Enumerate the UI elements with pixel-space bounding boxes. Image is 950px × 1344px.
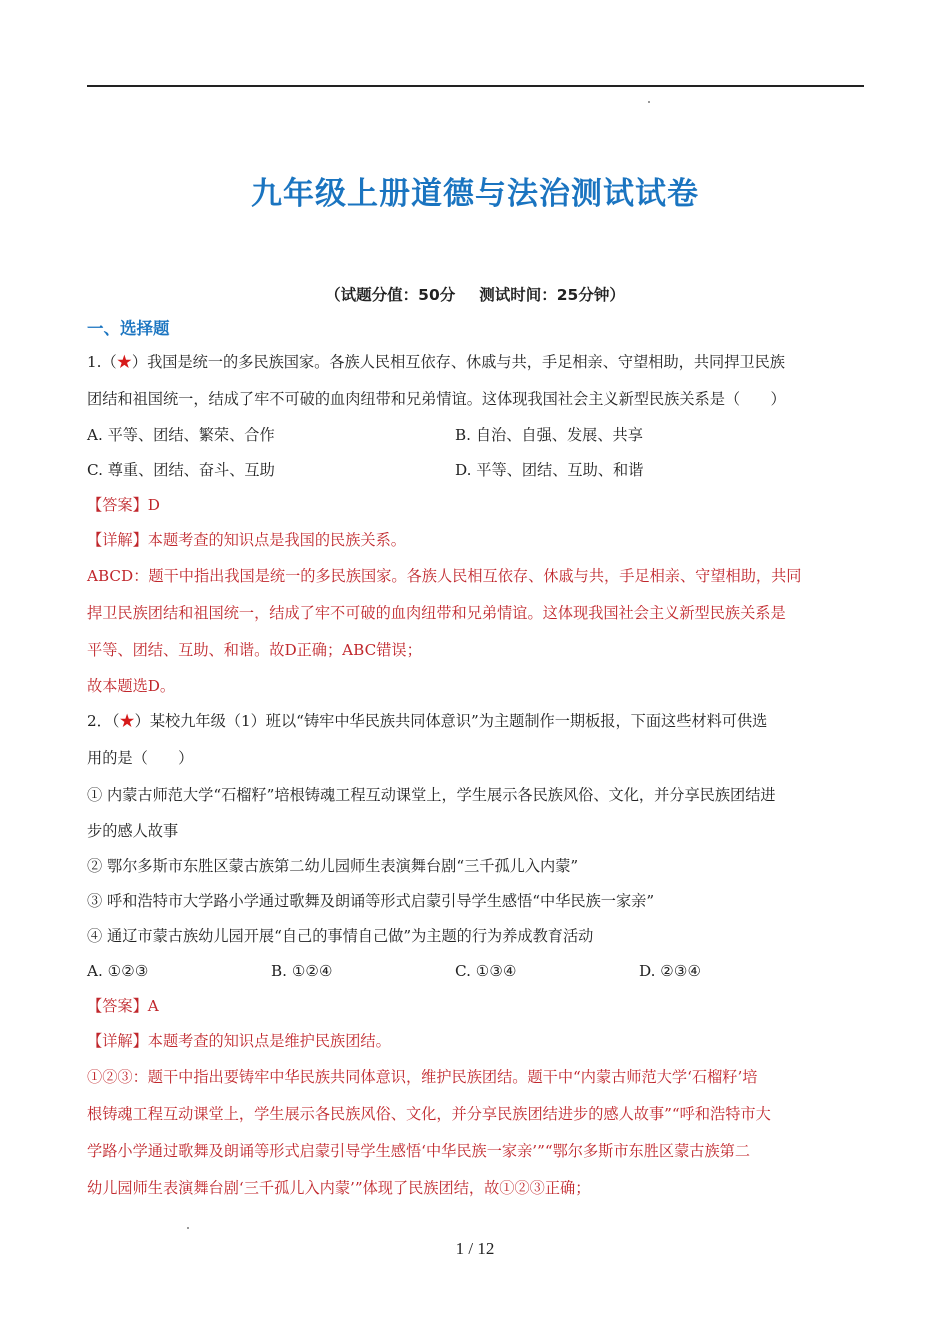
q1-line2: 团结和祖国统一，结成了牢不可破的血肉纽带和兄弟情谊。这体现我国社会主义新型民族关系是（ ） bbox=[87, 390, 786, 408]
q2-option-b: B. ①②④ bbox=[271, 962, 333, 980]
q2-option-d: D. ②③④ bbox=[639, 962, 702, 980]
star-icon: ★ bbox=[119, 712, 135, 730]
speck-bottom bbox=[187, 1227, 189, 1229]
q2-material-1a: ① 内蒙古师范大学“石榴籽”培根铸魂工程互动课堂上，学生展示各民族风俗、文化，并分享民族团结进 bbox=[87, 786, 776, 804]
q2-material-1b: 步的感人故事 bbox=[87, 822, 179, 840]
q2-explanation-2: 根铸魂工程互动课堂上，学生展示各民族风俗、文化，并分享民族团结进步的感人故事”“呼和浩特市大 bbox=[87, 1105, 771, 1123]
q2-line1: 2．（★）某校九年级（1）班以“铸牢中华民族共同体意识”为主题制作一期板报，下面这些材料可供选 bbox=[87, 712, 768, 730]
q2-answer: 【答案】A bbox=[87, 997, 159, 1015]
time-info: 测试时间：25分钟） bbox=[479, 286, 625, 304]
q1-explanation-3: 平等、团结、互助、和谐。故D正确；ABC错误； bbox=[87, 641, 422, 659]
q1-explanation-2: 捍卫民族团结和祖国统一，结成了牢不可破的血肉纽带和兄弟情谊。这体现我国社会主义新型民族关系是 bbox=[87, 604, 786, 622]
q2-material-4: ④ 通辽市蒙古族幼儿园开展“自己的事情自己做”为主题的行为养成教育活动 bbox=[87, 927, 594, 945]
q1-answer: 【答案】D bbox=[87, 496, 160, 514]
header-rule bbox=[87, 85, 864, 87]
q1-option-c: C. 尊重、团结、奋斗、互助 bbox=[87, 461, 275, 479]
q1-explanation-1: ABCD：题干中指出我国是统一的多民族国家。各族人民相互依存、休戚与共，手足相亲、守望相助，共同 bbox=[87, 567, 802, 585]
q1-explanation-4: 故本题选D。 bbox=[87, 677, 176, 695]
q1-option-d: D. 平等、团结、互助、和谐 bbox=[455, 461, 644, 479]
section-heading: 一、选择题 bbox=[87, 319, 170, 338]
q1-detail: 【详解】本题考查的知识点是我国的民族关系。 bbox=[87, 531, 406, 549]
q2-material-3: ③ 呼和浩特市大学路小学通过歌舞及朗诵等形式启蒙引导学生感悟“中华民族一家亲” bbox=[87, 892, 655, 910]
q2-option-c: C. ①③④ bbox=[455, 962, 517, 980]
score-info: （试题分值：50分 bbox=[325, 286, 456, 304]
q2-detail: 【详解】本题考查的知识点是维护民族团结。 bbox=[87, 1032, 391, 1050]
exam-meta bbox=[0, 283, 950, 305]
q2-explanation-4: 幼儿园师生表演舞台剧‘三千孤儿入内蒙’”体现了民族团结，故①②③正确； bbox=[87, 1179, 591, 1197]
page-title: 九年级上册道德与法治测试试卷 bbox=[251, 176, 699, 212]
q2-explanation-1: ①②③：题干中指出要铸牢中华民族共同体意识，维护民族团结。题干中“内蒙古师范大学‘石榴籽’培 bbox=[87, 1068, 758, 1086]
star-icon: ★ bbox=[116, 353, 132, 371]
q2-line2: 用的是（ ） bbox=[87, 749, 194, 767]
page-number: 1 / 12 bbox=[455, 1239, 495, 1258]
speck-top bbox=[648, 101, 650, 103]
q2-option-a: A. ①②③ bbox=[87, 962, 149, 980]
q1-line1: 1.（★）我国是统一的多民族国家。各族人民相互依存、休戚与共，手足相亲、守望相助，共同捍卫民族 bbox=[87, 353, 785, 371]
q1-option-b: B. 自治、自强、发展、共享 bbox=[455, 426, 643, 444]
q2-material-2: ② 鄂尔多斯市东胜区蒙古族第二幼儿园师生表演舞台剧“三千孤儿入内蒙” bbox=[87, 857, 579, 875]
q2-explanation-3: 学路小学通过歌舞及朗诵等形式启蒙引导学生感悟‘中华民族一家亲’”“鄂尔多斯市东胜区蒙古族第二 bbox=[87, 1142, 751, 1160]
q1-option-a: A. 平等、团结、繁荣、合作 bbox=[87, 426, 275, 444]
